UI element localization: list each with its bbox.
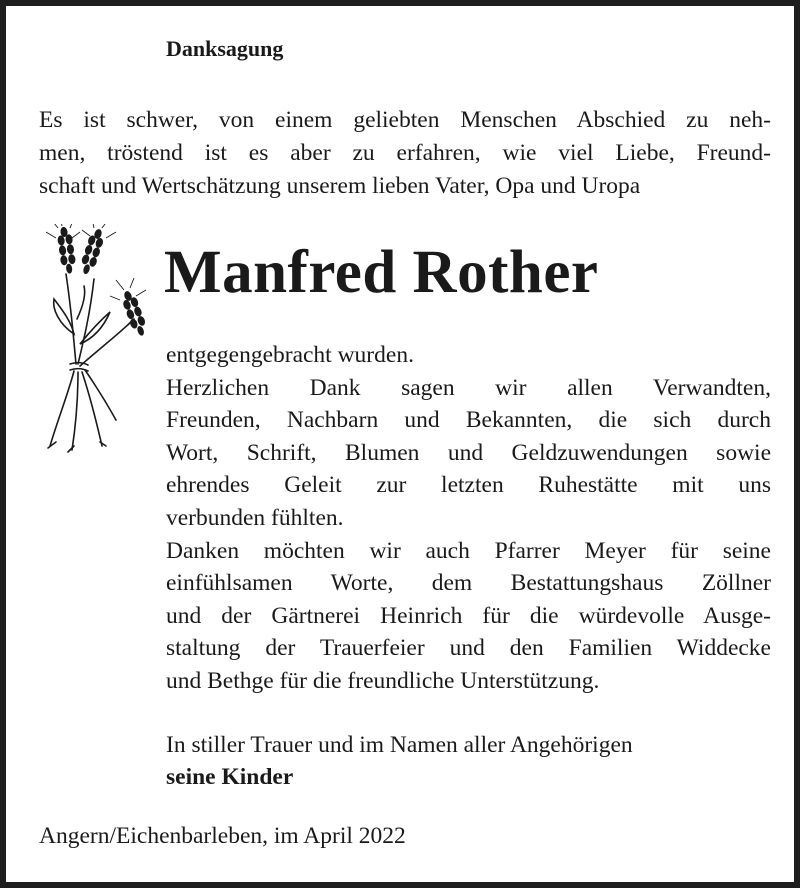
signature: seine Kinder [166,764,294,790]
body-line: Herzlichen Dank sagen wir allen Verwandten, [166,374,771,401]
intro-paragraph [39,104,771,203]
intro-line: schaft und Wertschätzung unserem lieben Vater, Opa und Uropa [39,173,641,199]
intro-line: men, tröstend ist es aber zu erfahren, wie viel Liebe, Freund- [39,140,771,166]
wheat-sheaf-icon [44,224,154,454]
closing-block [166,729,633,793]
body-line: und der Gärtnerei Heinrich für die würdevolle Ausge- [166,602,771,629]
body-line: einfühlsamen Worte, dem Bestattungshaus Zöllner [166,570,771,597]
body-line: verbunden fühlten. [166,504,344,531]
body-paragraph [166,339,771,698]
closing-line: In stiller Trauer und im Namen aller Angehörigen [166,732,633,758]
body-line: Danken möchten wir auch Pfarrer Meyer für seine [166,537,771,564]
body-line: Wort, Schrift, Blumen und Geldzuwendungen sowie [166,439,771,466]
body-line: entgegengebracht wurden. [166,342,414,368]
intro-line: Es ist schwer, von einem geliebten Menschen Abschied zu neh- [39,107,771,133]
heading: Danksagung [166,36,284,61]
body-line: und Bethge für die freundliche Unterstützung. [166,667,600,694]
body-line: ehrendes Geleit zur letzten Ruhestätte mit uns [166,472,771,499]
deceased-name: Manfred Rother [164,239,599,306]
place-date: Angern/Eichenbarleben, im April 2022 [39,823,406,849]
body-line: staltung der Trauerfeier und den Familien Widdecke [166,635,771,662]
body-line: Freunden, Nachbarn und Bekannten, die sich durch [166,407,771,434]
